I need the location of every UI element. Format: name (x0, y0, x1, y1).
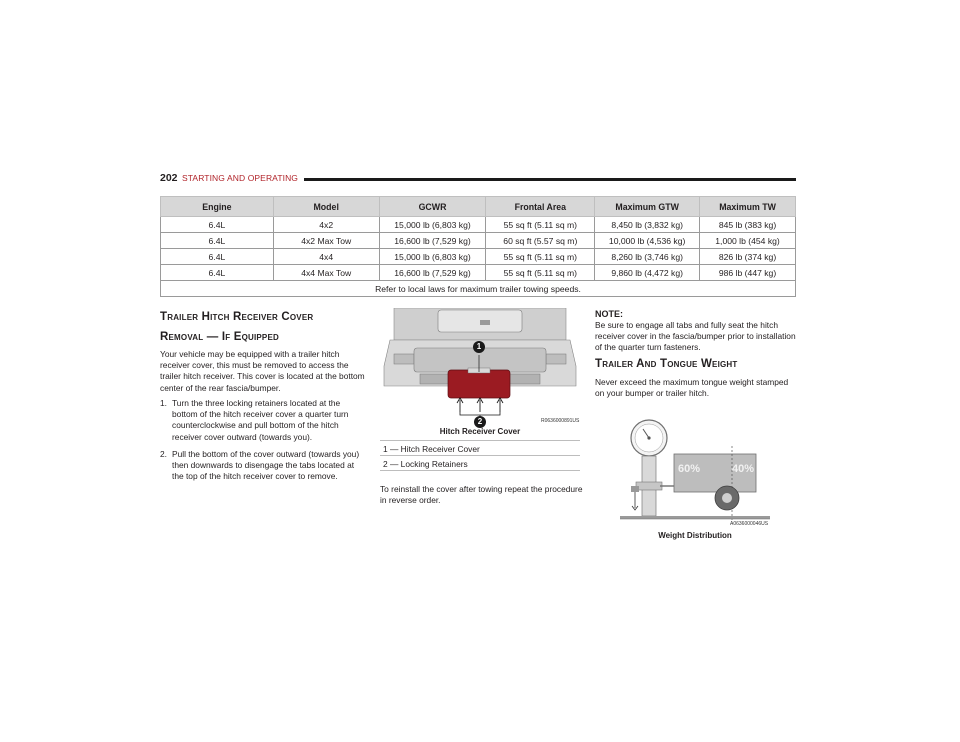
table-cell: 8,450 lb (3,832 kg) (595, 217, 700, 233)
note-heading: NOTE: (595, 309, 623, 319)
table-cell: 60 sq ft (5.57 sq m) (486, 233, 595, 249)
table-cell: 8,260 lb (3,746 kg) (595, 249, 700, 265)
weight-distribution-illustration (620, 416, 770, 526)
table-cell: 6.4L (161, 249, 274, 265)
col-header-gcwr: GCWR (379, 197, 486, 217)
hitch-receiver-illustration (380, 308, 580, 428)
list-item (160, 449, 368, 483)
page-number: 202 (160, 172, 178, 184)
table-cell: 15,000 lb (6,803 kg) (379, 249, 486, 265)
table-cell: 4x2 (273, 217, 379, 233)
list-item-text: Pull the bottom of the cover outward (towards you) then downwards to disengage the tabs located at the top of the hitch receiver cover to remove. (172, 448, 360, 482)
col-header-frontal-area: Frontal Area (486, 197, 595, 217)
table-row (161, 233, 796, 249)
hitch-steps-list (160, 398, 368, 482)
table-cell: 4x4 Max Tow (273, 265, 379, 281)
list-item-number: 2. (160, 448, 167, 459)
rear-weight-pct: 40% (732, 463, 755, 475)
note-text: Be sure to engage all tabs and fully seat the hitch receiver cover in the fascia/bumper prior to installation of the quarter turn fasteners. (595, 320, 796, 353)
weight-figure-caption: Weight Distribution (658, 531, 732, 540)
table-row (161, 265, 796, 281)
legend-rule (380, 440, 580, 441)
table-cell: 6.4L (161, 217, 274, 233)
callout-2-label: 2 (477, 417, 483, 426)
table-cell: 16,600 lb (7,529 kg) (379, 233, 486, 249)
hitch-figure-caption: Hitch Receiver Cover (439, 427, 521, 436)
hitch-section-title-line1: Trailer Hitch Receiver Cover (160, 311, 314, 323)
table-cell: 55 sq ft (5.11 sq m) (486, 265, 595, 281)
table-cell: 15,000 lb (6,803 kg) (379, 217, 486, 233)
list-item (160, 398, 368, 443)
table-cell: 1,000 lb (454 kg) (700, 233, 796, 249)
legend-item-2: 2 — Locking Retainers (383, 459, 468, 469)
header-rule (304, 178, 796, 181)
col-header-max-gtw: Maximum GTW (595, 197, 700, 217)
table-cell: 986 lb (447 kg) (700, 265, 796, 281)
table-cell: 16,600 lb (7,529 kg) (379, 265, 486, 281)
legend-rule (380, 470, 580, 471)
table-cell: 6.4L (161, 265, 274, 281)
tongue-paragraph: Never exceed the maximum tongue weight stamped on your bumper or trailer hitch. (595, 377, 789, 399)
hitch-section-title-line2: Removal — If Equipped (160, 331, 279, 343)
hitch-image-code: R0636000891US (541, 418, 580, 424)
front-weight-pct: 60% (678, 463, 701, 475)
reinstall-paragraph: To reinstall the cover after towing repeat the procedure in reverse order. (380, 484, 583, 506)
table-header-row (161, 197, 796, 217)
table-cell: 4x4 (273, 249, 379, 265)
section-title: STARTING AND OPERATING (182, 173, 299, 183)
table-row (161, 249, 796, 265)
col-header-engine: Engine (161, 197, 274, 217)
col-header-model: Model (273, 197, 379, 217)
table-cell: 826 lb (374 kg) (700, 249, 796, 265)
table-footnote-row (161, 281, 796, 297)
table-cell: 4x2 Max Tow (273, 233, 379, 249)
towing-specs-table (160, 196, 796, 297)
table-cell: 10,000 lb (4,536 kg) (595, 233, 700, 249)
legend-item-1: 1 — Hitch Receiver Cover (383, 444, 480, 454)
table-cell: 845 lb (383 kg) (700, 217, 796, 233)
table-cell: 6.4L (161, 233, 274, 249)
list-item-text: Turn the three locking retainers located at the bottom of the hitch receiver cover a quarter turn counterclockwise and pull bottom of the hitch receiver cover outward (towards you). (172, 398, 349, 442)
table-cell: 55 sq ft (5.11 sq m) (486, 249, 595, 265)
legend-rule (380, 455, 580, 456)
weight-image-code: A0636000046US (730, 521, 769, 527)
hitch-intro-paragraph: Your vehicle may be equipped with a trailer hitch receiver cover, this must be removed to access the trailer hitch receiver. This cover is located at the bottom center of the rear fascia/bumper. (160, 349, 365, 393)
tongue-section-title: Trailer And Tongue Weight (595, 358, 738, 370)
callout-1-label: 1 (476, 342, 482, 351)
col-header-max-tw: Maximum TW (700, 197, 796, 217)
table-cell: 55 sq ft (5.11 sq m) (486, 217, 595, 233)
truck-rear-illustration (380, 308, 580, 428)
list-item-number: 1. (160, 398, 167, 408)
table-cell: 9,860 lb (4,472 kg) (595, 265, 700, 281)
table-footnote: Refer to local laws for maximum trailer towing speeds. (161, 281, 796, 297)
table-row (161, 217, 796, 233)
